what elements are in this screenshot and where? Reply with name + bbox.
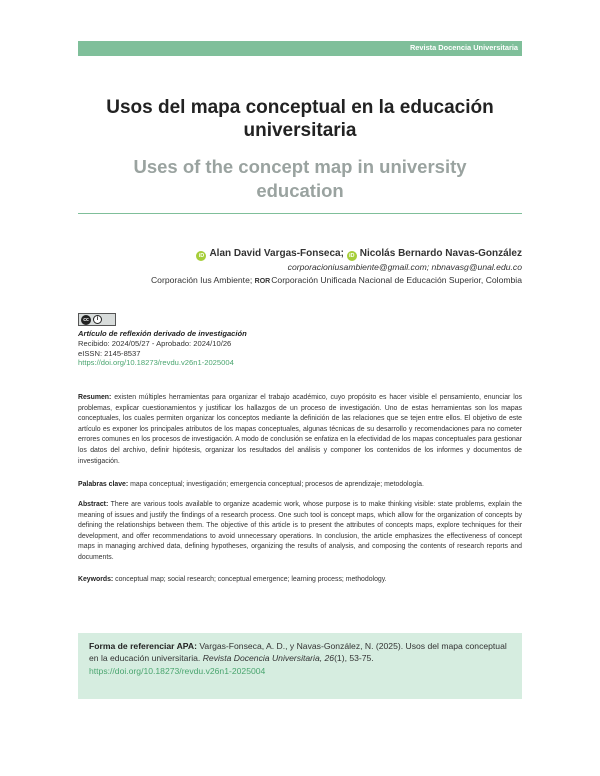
attribution-icon: i xyxy=(93,315,102,324)
keywords-es-text: mapa conceptual; investigación; emergencia conceptual; procesos de aprendizaje; metodología. xyxy=(130,481,424,488)
abstract-spanish xyxy=(78,393,522,467)
affiliation-1: Corporación Ius Ambiente; xyxy=(150,275,253,285)
cc-license-badge[interactable] xyxy=(78,313,116,326)
title-divider xyxy=(78,213,522,214)
journal-header-bar xyxy=(78,41,522,56)
article-dates: Recibido: 2024/05/27 - Aprobado: 2024/10/26 xyxy=(78,338,232,348)
article-type: Artículo de reflexión derivado de investigación xyxy=(78,329,247,338)
abstract-en-text: There are various tools available to organize academic work, whose purpose is to make thinking visible: state problems, explain the meaning of issues and justify the findings of a research process. One such tool is concept maps, which allow for the organization of concepts by defining the relationships between them. The objective of this article is to present the attributes of concepts maps, explore techniques for their development, and offer recommendations to avoid unnecessary operations. In conclusion, the article emphasizes the effectiveness of concept maps in managing archived data, defining hypotheses, organizing the results of analysis, and composing the contents of research reports and documents. xyxy=(78,501,522,561)
title-spanish xyxy=(78,96,522,142)
article-eissn: eISSN: 2145-8537 xyxy=(78,348,141,358)
orcid-icon[interactable]: iD xyxy=(196,251,206,261)
citation-label: Forma de referenciar APA: xyxy=(89,641,197,651)
abstract-en-label: Abstract: xyxy=(78,501,109,508)
abstract-es-label: Resumen: xyxy=(78,394,112,401)
title-es-line1: Usos del mapa conceptual en la educación xyxy=(106,97,494,118)
affiliation-2: Corporación Unificada Nacional de Educación Superior, Colombia xyxy=(271,275,522,285)
article-doi-link[interactable]: https://doi.org/10.18273/revdu.v26n1-2025004 xyxy=(78,358,234,368)
authors-line xyxy=(196,248,522,261)
citation-issue: (1), 53-75. xyxy=(334,653,374,664)
author-affiliations xyxy=(151,275,522,285)
citation-text: Vargas-Fonseca, A. D., y Navas-González, N. (2025). Usos del mapa conceptual en la educación universitaria. xyxy=(89,641,507,664)
creative-commons-icon: cc xyxy=(81,315,91,325)
author-1: Alan David Vargas-Fonseca; xyxy=(209,248,344,259)
abstract-es-text: existen múltiples herramientas para organizar el trabajo académico, cuyo propósito es hacer visible el pensamiento, enunciar los problemas, explicar cuestionamientos y justificar los hallazgos de un proceso de investigación. Uno de estas herramientas son los mapas conceptuales, los cuales permiten organizar los conceptos mediante la definición de las relaciones que se tejen entre ellos. El objetivo de este artículo es exponer los principales atributos de los mapas conceptuales, algunas técnicas de su desarrollo y recomendaciones para no cometer errores comunes en los procesos de investigación. A modo de conclusión se enfatiza en la efectividad de los mapas conceptuales para gestionar los datos del archivo, definir hipótesis, organizar los resultados del análisis y componer los contenidos de los informes y documentos de investigación. xyxy=(78,394,523,465)
ror-icon[interactable]: ROR xyxy=(254,278,271,285)
journal-name: Revista Docencia Universitaria xyxy=(409,43,518,52)
article-meta xyxy=(78,329,247,368)
title-en-line1: Uses of the concept map in university xyxy=(133,156,467,177)
author-emails: corporacioniusambiente@gmail.com; nbnavasg@unal.edu.co xyxy=(287,262,522,272)
title-en-line2: education xyxy=(256,180,344,201)
keywords-en-label: Keywords: xyxy=(78,576,114,583)
author-2: Nicolás Bernardo Navas-González xyxy=(359,248,522,259)
title-es-line2: universitaria xyxy=(243,120,357,141)
citation-box xyxy=(78,633,522,699)
keywords-english xyxy=(78,575,522,586)
title-english xyxy=(78,155,522,203)
citation-journal: Revista Docencia Universitaria, 26 xyxy=(202,653,335,664)
keywords-es-label: Palabras clave: xyxy=(78,481,129,488)
abstract-english xyxy=(78,500,522,564)
orcid-icon[interactable]: iD xyxy=(347,251,357,261)
citation-doi-link[interactable]: https://doi.org/10.18273/revdu.v26n1-2025004 xyxy=(89,665,266,676)
keywords-spanish xyxy=(78,480,522,491)
keywords-en-text: conceptual map; social research; conceptual emergence; learning process; methodology. xyxy=(115,576,387,583)
